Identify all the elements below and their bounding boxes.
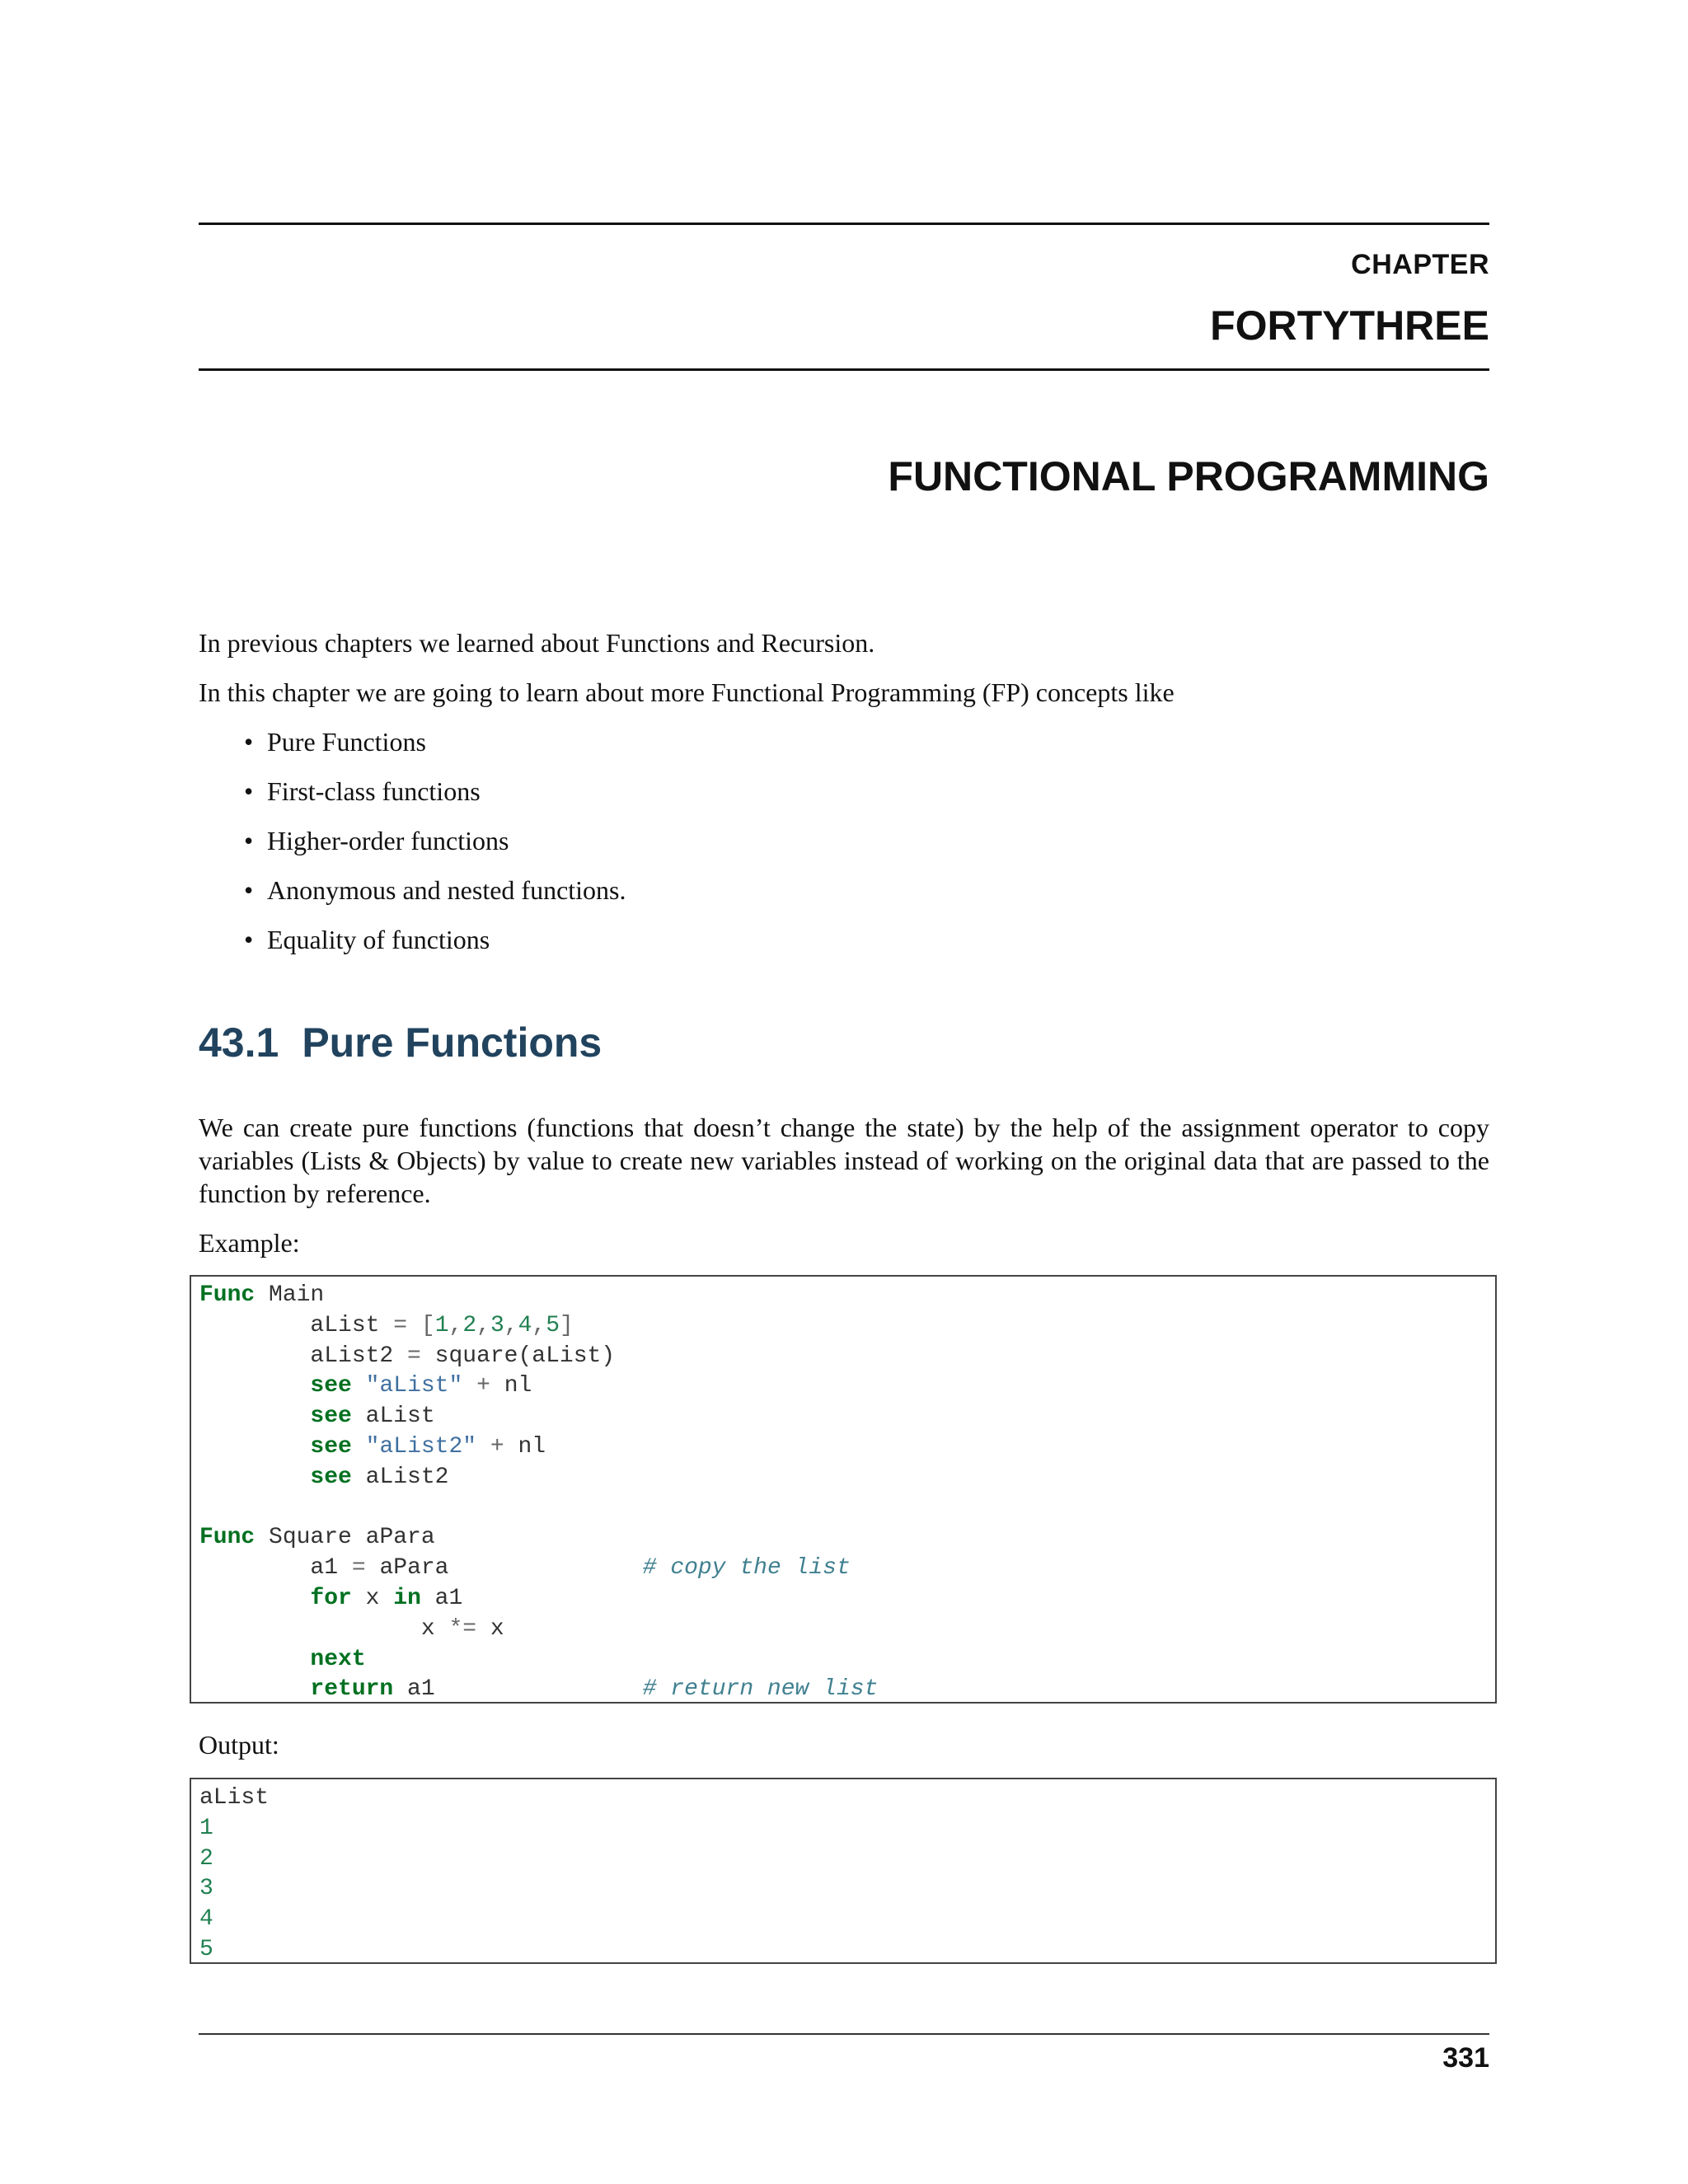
list-item-text: Higher-order functions	[267, 826, 509, 855]
list-item	[244, 824, 626, 874]
header-bottom-rule	[199, 368, 1489, 371]
code-example-block	[190, 1275, 1497, 1704]
section-paragraph: We can create pure functions (functions that doesn’t change the state) by the help of the assignment operator to copy variables (Lists & Objects) by value to create new variables instead of working on the original data that are passed to the function by reference.	[199, 1113, 1489, 1208]
list-item	[244, 874, 626, 923]
list-item	[244, 923, 626, 972]
example-label: Example:	[199, 1228, 300, 1258]
intro-paragraph-2: In this chapter we are going to learn about more Functional Programming (FP) concepts like	[199, 677, 1175, 707]
bullet-icon: •	[244, 776, 254, 806]
header-top-rule	[199, 223, 1489, 225]
bullet-icon: •	[244, 727, 254, 757]
footer-rule	[199, 2033, 1489, 2035]
list-item	[244, 725, 626, 775]
list-item-text: Anonymous and nested functions.	[267, 875, 626, 905]
list-item-text: Pure Functions	[267, 727, 426, 757]
list-item-text: Equality of functions	[267, 925, 490, 954]
code-output-block	[190, 1778, 1497, 1964]
chapter-label: CHAPTER	[1351, 249, 1489, 280]
page-number: 331	[1442, 2042, 1489, 2074]
chapter-number: FORTYTHREE	[1210, 302, 1489, 349]
code-listing: Func Main aList = [1,2,3,4,5] aList2 = square(aList) see "aList" + nl see aList see "aList2" + nl see aList2 Func Square aPara a1 = aPara # copy the list for x in a1 x *= x next return a1 # return new list	[199, 1282, 879, 1703]
concept-list	[244, 725, 626, 972]
list-item	[244, 775, 626, 824]
output-listing: aList 1 2 3 4 5	[199, 1785, 270, 1962]
section-number: 43.1	[199, 1019, 279, 1066]
list-item-text: First-class functions	[267, 776, 481, 806]
section-title-text: Pure Functions	[302, 1019, 603, 1066]
chapter-title: FUNCTIONAL PROGRAMMING	[888, 453, 1489, 499]
intro-paragraph-1: In previous chapters we learned about Functions and Recursion.	[199, 628, 875, 658]
section-heading	[199, 1019, 602, 1066]
bullet-icon: •	[244, 925, 254, 954]
output-label: Output:	[199, 1730, 279, 1760]
bullet-icon: •	[244, 826, 254, 855]
bullet-icon: •	[244, 875, 254, 905]
